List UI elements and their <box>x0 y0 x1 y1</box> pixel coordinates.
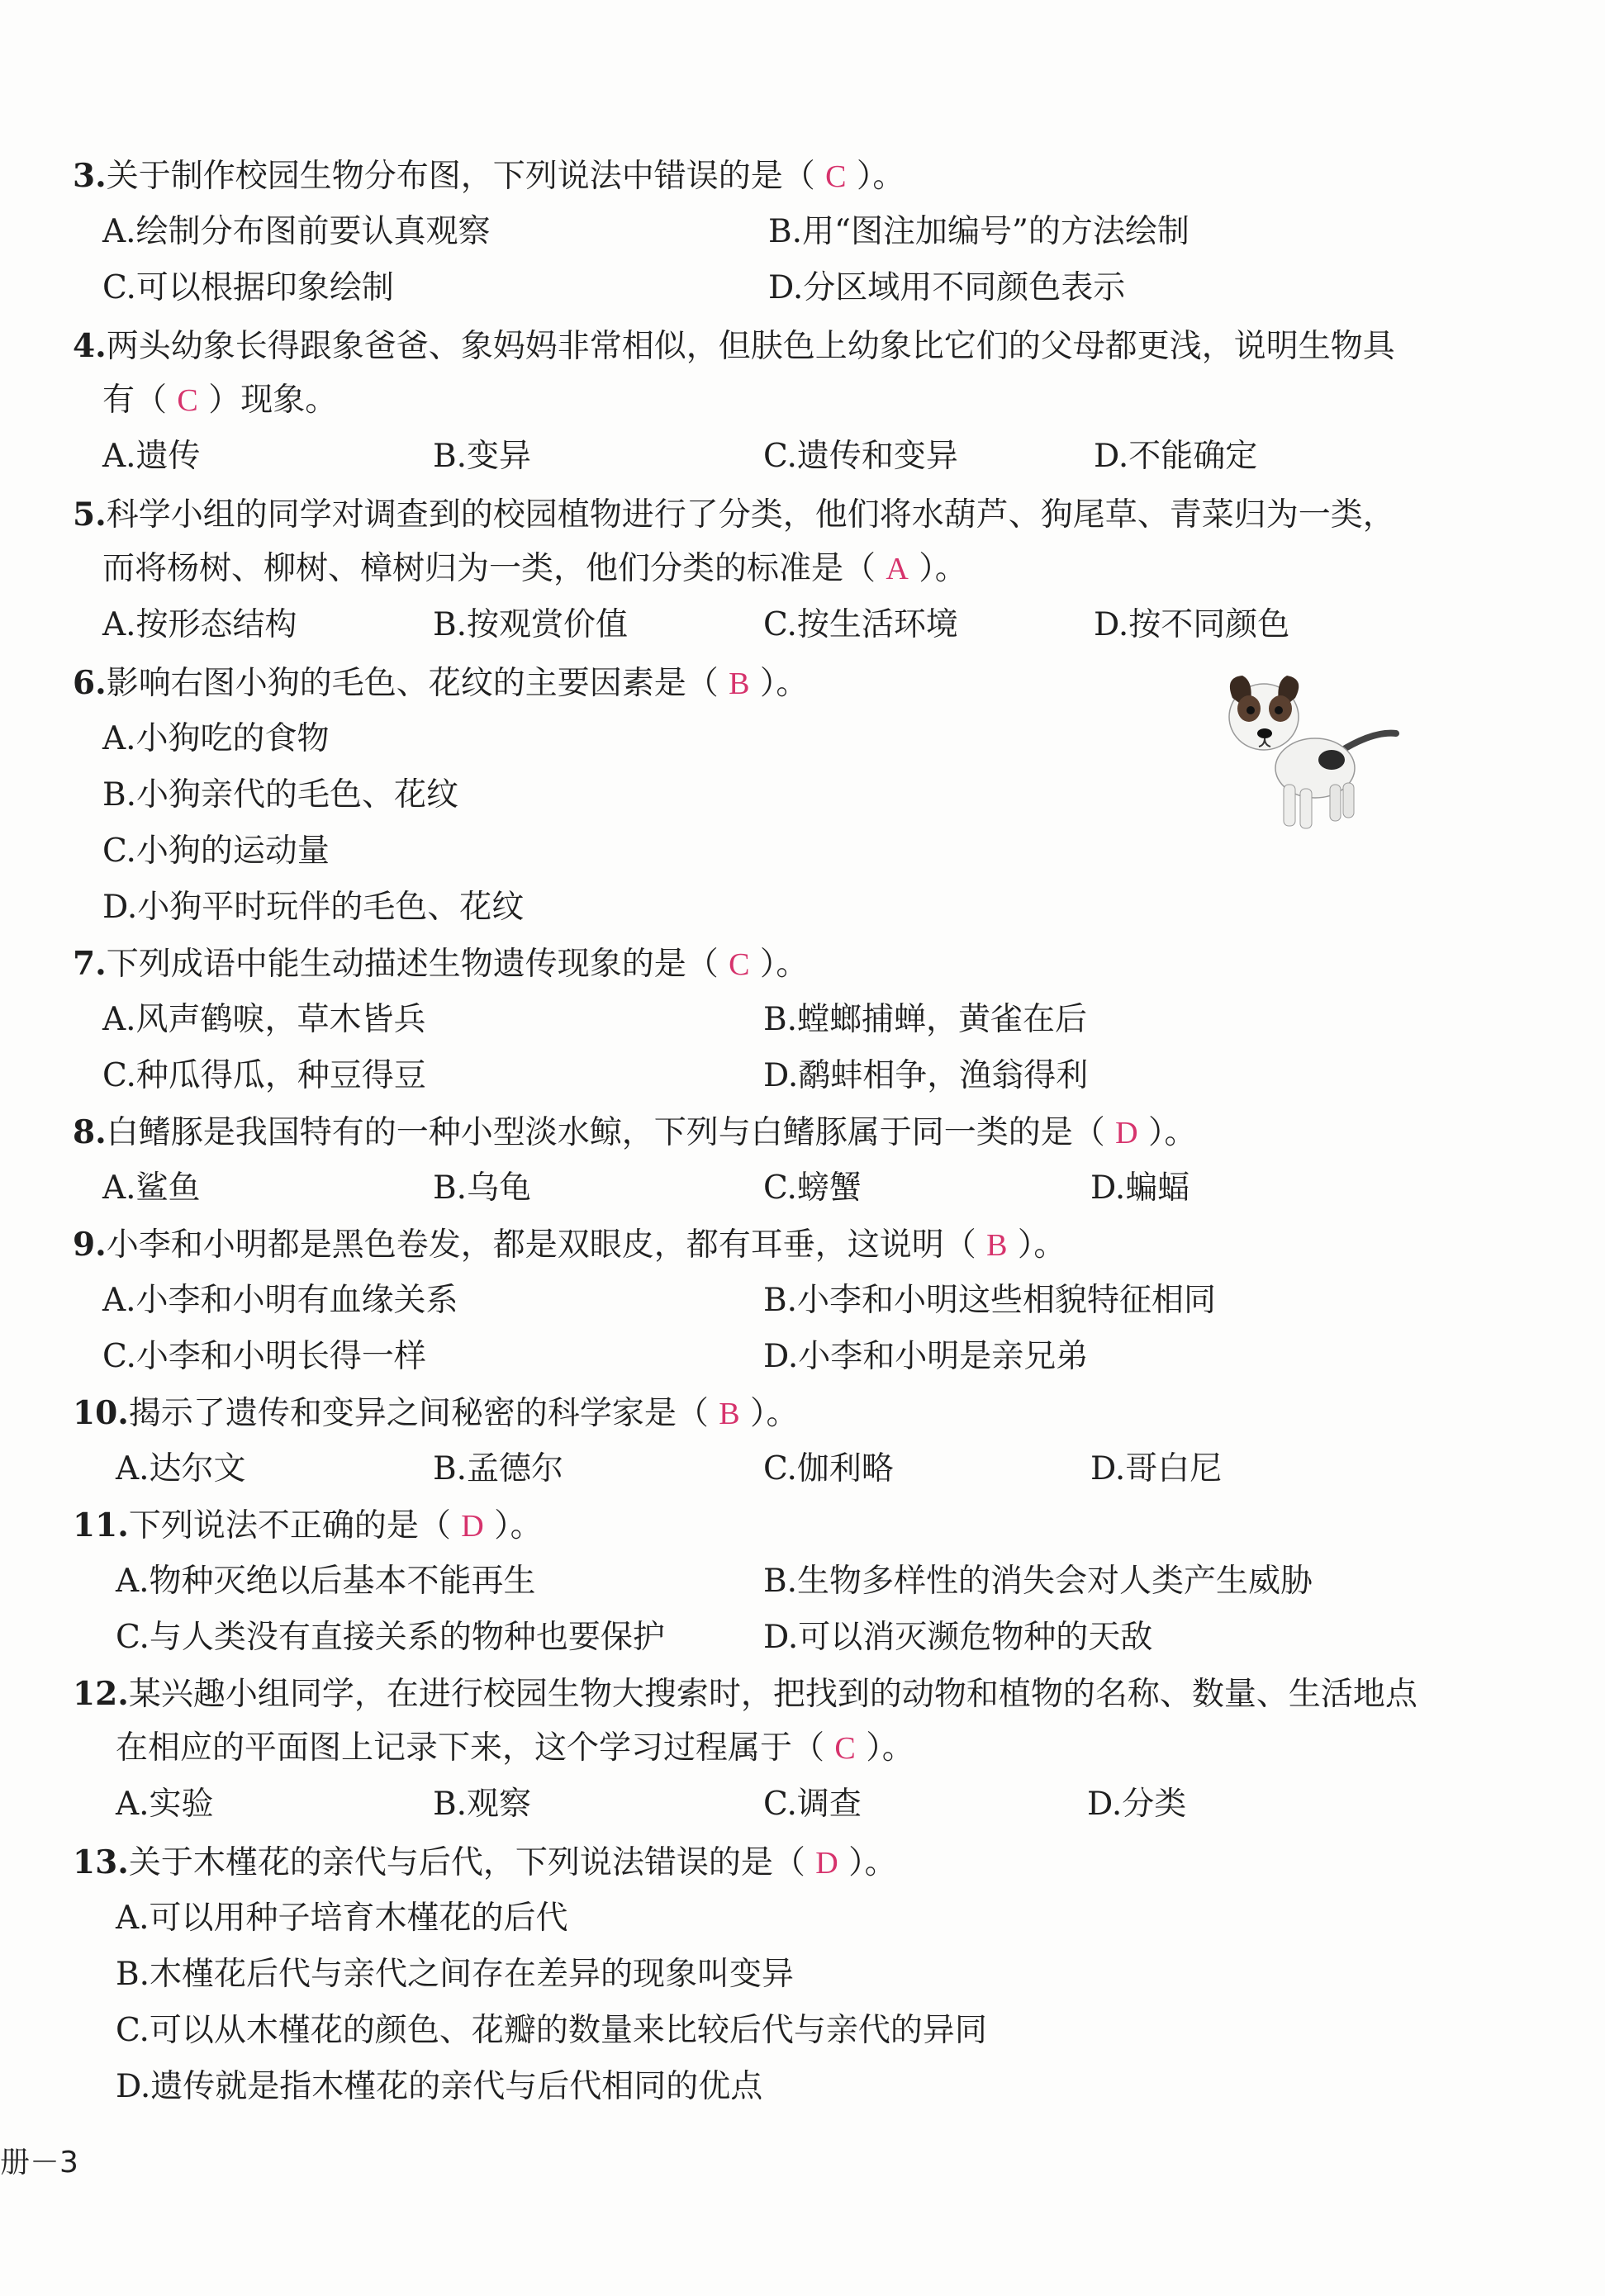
option: B.小狗亲代的毛色、花纹 <box>102 776 459 814</box>
answer: B <box>986 1228 1008 1263</box>
option: B.螳螂捕蝉，黄雀在后 <box>763 1001 1088 1038</box>
question-13-stem: 13.关于木槿花的亲代与后代，下列说法错误的是（ D ）。 <box>73 1843 897 1881</box>
option: C.按生活环境 <box>763 606 958 643</box>
answer: C <box>834 1731 856 1766</box>
option: C.可以从木槿花的颜色、花瓣的数量来比较后代与亲代的异同 <box>116 2012 987 2049</box>
option: D.可以消灭濒危物种的天敌 <box>763 1619 1153 1656</box>
option: C.小狗的运动量 <box>102 833 330 870</box>
option: C.遗传和变异 <box>763 438 958 475</box>
question-3-stem: 3.关于制作校园生物分布图，下列说法中错误的是（ C ）。 <box>73 157 905 195</box>
question-5-stem: 5.科学小组的同学对调查到的校园植物进行了分类，他们将水葫芦、狗尾草、青菜归为一类， <box>73 496 1395 534</box>
option: A.可以用种子培育木槿花的后代 <box>116 1900 568 1937</box>
option: C.小李和小明长得一样 <box>102 1338 426 1375</box>
option: C.伽利略 <box>763 1450 894 1487</box>
option: D.鹬蚌相争，渔翁得利 <box>763 1057 1089 1094</box>
option: C.与人类没有直接关系的物种也要保护 <box>116 1619 665 1656</box>
question-6-stem: 6.影响右图小狗的毛色、花纹的主要因素是（ B ）。 <box>73 664 809 702</box>
option: B.木槿花后代与亲代之间存在差异的现象叫变异 <box>116 1956 795 1993</box>
question-9-stem: 9.小李和小明都是黑色卷发，都是双眼皮，都有耳垂，这说明（ B ）。 <box>73 1226 1066 1264</box>
option: B.乌龟 <box>433 1169 532 1207</box>
option: A.风声鹤唳，草木皆兵 <box>102 1001 426 1038</box>
question-4-stem: 4.两头幼象长得跟象爸爸、象妈妈非常相似，但肤色上幼象比它们的父母都更浅，说明生物具 <box>73 327 1395 365</box>
answer: D <box>815 1846 838 1881</box>
option: C.可以根据印象绘制 <box>102 269 394 306</box>
option: D.蝙蝠 <box>1090 1169 1190 1207</box>
option: C.调查 <box>763 1786 862 1823</box>
question-12-stem-cont: 在相应的平面图上记录下来，这个学习过程属于（ C ）。 <box>116 1729 914 1767</box>
answer: D <box>461 1509 484 1544</box>
option: B.生物多样性的消失会对人类产生威胁 <box>763 1563 1313 1600</box>
question-7-stem: 7.下列成语中能生动描述生物遗传现象的是（ C ）。 <box>73 945 809 983</box>
puppy-image <box>1208 652 1406 851</box>
option: A.实验 <box>116 1786 214 1823</box>
option: A.鲨鱼 <box>102 1169 201 1207</box>
option: D.不能确定 <box>1094 438 1258 475</box>
option: B.按观赏价值 <box>433 606 629 643</box>
answer: A <box>886 552 909 586</box>
option: A.绘制分布图前要认真观察 <box>102 213 491 250</box>
option: B.小李和小明这些相貌特征相同 <box>763 1282 1217 1319</box>
answer: B <box>719 1397 740 1431</box>
question-5-stem-cont: 而将杨树、柳树、樟树归为一类，他们分类的标准是（ A ）。 <box>102 550 967 587</box>
answer: C <box>729 947 750 982</box>
option: A.遗传 <box>102 438 201 475</box>
option: B.观察 <box>433 1786 532 1823</box>
option: D.遗传就是指木槿花的亲代与后代相同的优点 <box>116 2068 763 2105</box>
option: C.螃蟹 <box>763 1169 862 1207</box>
option: B.孟德尔 <box>433 1450 564 1487</box>
option: C.种瓜得瓜，种豆得豆 <box>102 1057 426 1094</box>
option: D.分类 <box>1087 1786 1187 1823</box>
option: A.小狗吃的食物 <box>102 720 330 757</box>
question-4-stem-cont: 有（ C ）现象。 <box>102 382 338 419</box>
option: A.物种灭绝以后基本不能再生 <box>116 1563 536 1600</box>
question-10-stem: 10.揭示了遗传和变异之间秘密的科学家是（ B ）。 <box>73 1394 799 1432</box>
question-11-stem: 11.下列说法不正确的是（ D ）。 <box>73 1506 543 1544</box>
question-8-stem: 8.白鳍豚是我国特有的一种小型淡水鲸，下列与白鳍豚属于同一类的是（ D ）。 <box>73 1113 1197 1151</box>
option: B.变异 <box>433 438 532 475</box>
option: D.哥白尼 <box>1090 1450 1223 1487</box>
option: B.用“图注加编号”的方法绘制 <box>768 213 1190 250</box>
answer: B <box>729 667 750 701</box>
answer: C <box>177 383 198 418</box>
option: A.小李和小明有血缘关系 <box>102 1282 458 1319</box>
option: D.分区域用不同颜色表示 <box>768 269 1126 306</box>
answer: D <box>1115 1116 1138 1150</box>
page-number: 册－3 <box>0 2146 78 2180</box>
option: D.小狗平时玩伴的毛色、花纹 <box>102 889 525 926</box>
option: D.小李和小明是亲兄弟 <box>763 1338 1089 1375</box>
question-12-stem: 12.某兴趣小组同学，在进行校园生物大搜索时，把找到的动物和植物的名称、数量、生活地点 <box>73 1675 1417 1713</box>
option: A.按形态结构 <box>102 606 297 643</box>
option: A.达尔文 <box>116 1450 246 1487</box>
answer: C <box>825 159 847 194</box>
option: D.按不同颜色 <box>1094 606 1290 643</box>
